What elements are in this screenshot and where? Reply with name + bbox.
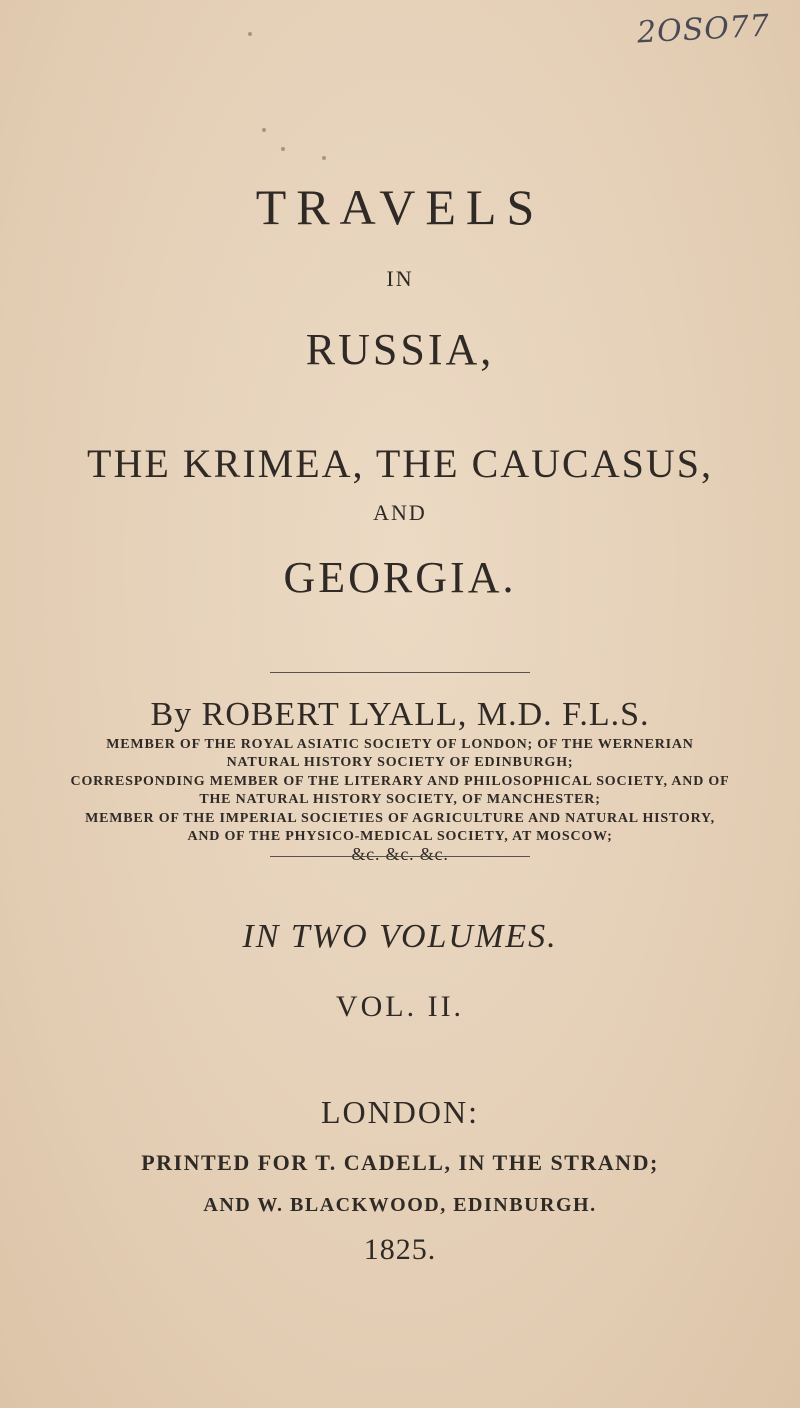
title-russia: RUSSIA, [305,325,495,374]
credential-etc: &c. &c. &c. [351,844,449,864]
divider-rule [270,672,530,673]
imprint-printer: PRINTED FOR T. CADELL, IN THE STRAND; [141,1150,659,1175]
credential-line: CORRESPONDING MEMBER OF THE LITERARY AND PHILOSOPHICAL SOCIETY, AND OF [70,774,730,789]
title-travels: TRAVELS [255,179,545,235]
volume-count: IN TWO VOLUMES. [242,918,558,955]
credential-line: MEMBER OF THE IMPERIAL SOCIETIES OF AGRICULTURE AND NATURAL HISTORY, [85,811,715,826]
foxing-spot [281,147,285,151]
foxing-spot [248,32,252,36]
title-krimea-caucasus: THE KRIMEA, THE CAUCASUS, [87,441,713,486]
foxing-spot [322,156,326,160]
divider-rule [270,856,530,857]
credential-line: THE NATURAL HISTORY SOCIETY, OF MANCHESTER; [199,792,601,807]
credential-line: NATURAL HISTORY SOCIETY OF EDINBURGH; [226,755,574,770]
imprint-copublisher: AND W. BLACKWOOD, EDINBURGH. [203,1194,597,1216]
foxing-spot [262,128,266,132]
shelfmark: 2OSO77 [636,8,771,51]
title-georgia: GEORGIA. [283,553,517,602]
credential-line: AND OF THE PHYSICO-MEDICAL SOCIETY, AT MOSCOW; [187,829,613,844]
author-byline: By ROBERT LYALL, M.D. F.L.S. [150,696,650,733]
imprint-year: 1825. [363,1233,437,1266]
title-in: IN [386,266,414,291]
credential-line: MEMBER OF THE ROYAL ASIATIC SOCIETY OF LONDON; OF THE WERNERIAN [106,737,694,752]
volume-number: VOL. II. [335,990,465,1023]
imprint-city: LONDON: [321,1094,479,1130]
title-and: AND [373,500,427,525]
